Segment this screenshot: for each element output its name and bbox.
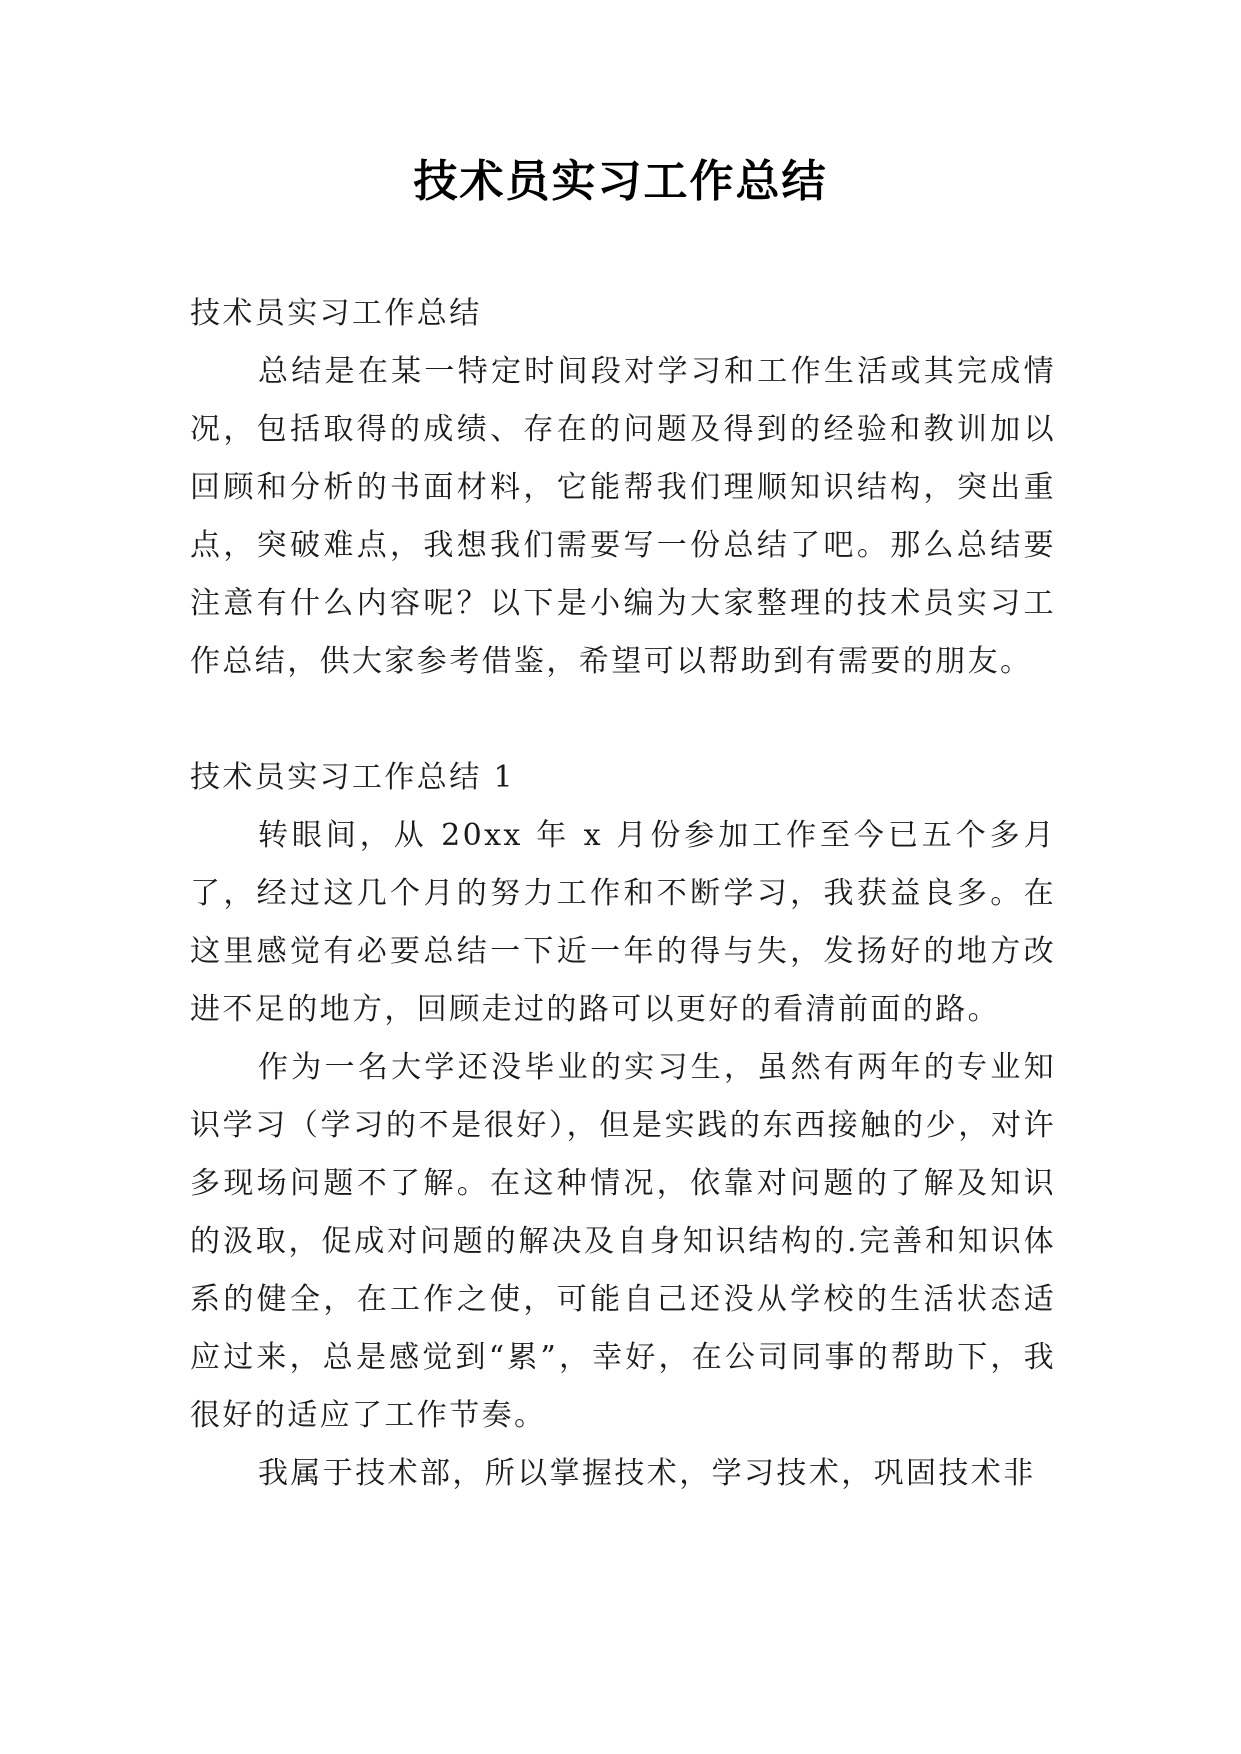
intro-heading: 技术员实习工作总结 <box>190 296 482 331</box>
section-spacer <box>190 691 1056 749</box>
intro-paragraph: 总结是在某一特定时间段对学习和工作生活或其完成情况，包括取得的成绩、存在的问题及得到的经验和教训加以回顾和分析的书面材料，它能帮我们理顺知识结构，突出重点，突破难点，我想我们需要写一份总结了吧。那么总结要注意有什么内容呢？以下是小编为大家整理的技术员实习工作总结，供大家参考借鉴，希望可以帮助到有需要的朋友。 <box>190 354 1056 679</box>
section-heading: 技术员实习工作总结 1 <box>190 760 516 795</box>
body-paragraph: 转眼间，从 20xx 年 x 月份参加工作至今已五个多月了，经过这几个月的努力工作和不断学习，我获益良多。在这里感觉有必要总结一下近一年的得与失，发扬好的地方改进不足的地方，回顾走过的路可以更好的看清前面的路。 <box>190 818 1056 1027</box>
document-body <box>190 285 1056 1503</box>
body-paragraph: 作为一名大学还没毕业的实习生，虽然有两年的专业知识学习（学习的不是很好），但是实践的东西接触的少，对许多现场问题不了解。在这种情况，依靠对问题的了解及知识的汲取，促成对问题的解决及自身知识结构的.完善和知识体系的健全，在工作之使，可能自己还没从学校的生活状态适应过来，总是感觉到“累”，幸好，在公司同事的帮助下，我很好的适应了工作节奏。 <box>190 1050 1056 1433</box>
body-paragraph: 我属于技术部，所以掌握技术，学习技术，巩固技术非 <box>258 1456 1036 1491</box>
document-title: 技术员实习工作总结 <box>413 156 828 207</box>
